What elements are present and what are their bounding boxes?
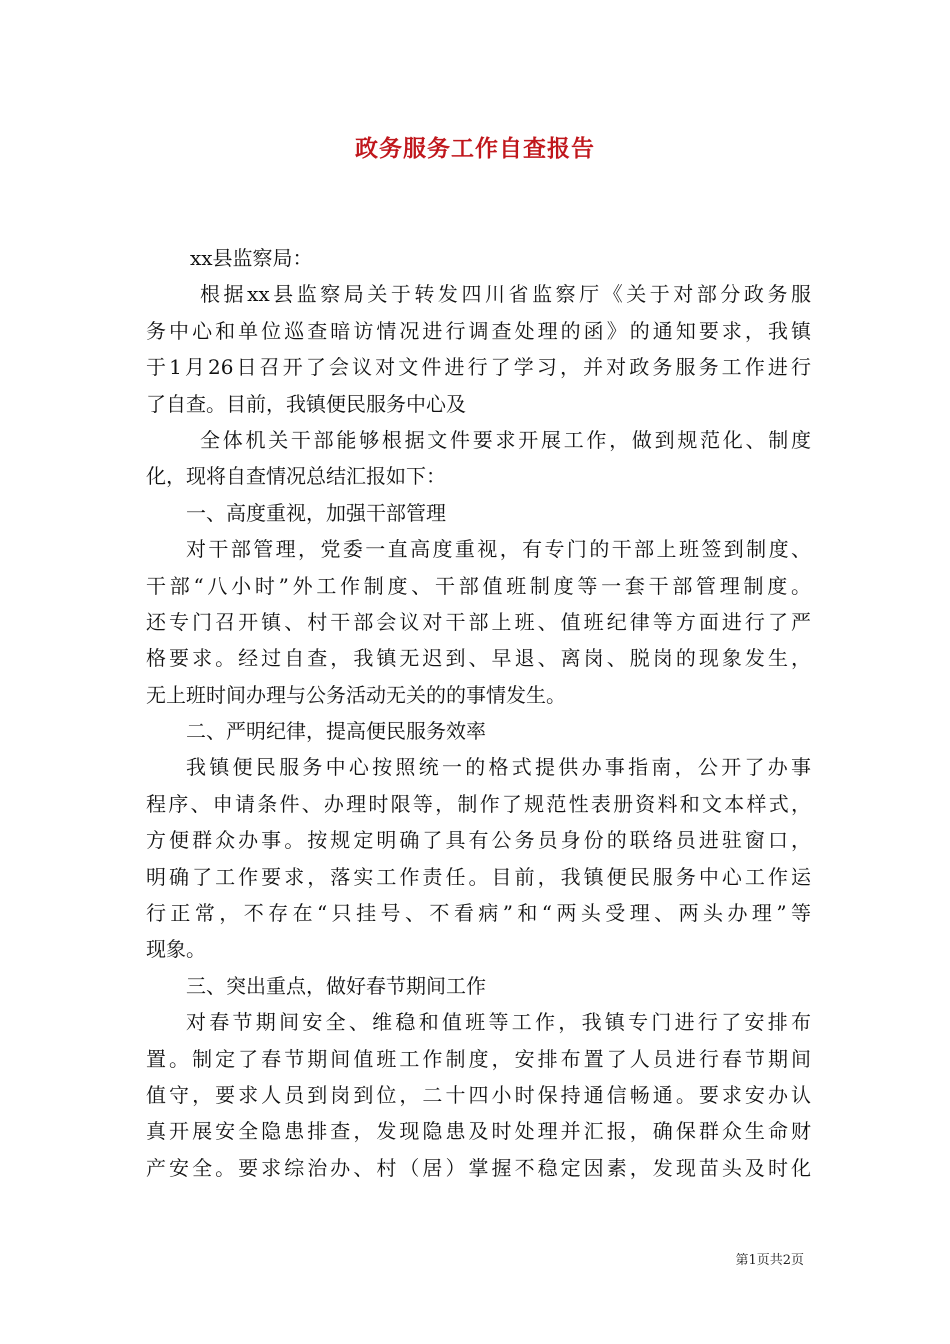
paragraph-line: 化，现将自查情况总结汇报如下： xyxy=(146,464,446,489)
salutation-line: xx县监察局： xyxy=(190,246,313,270)
paragraph-line: 还专门召开镇、村干部会议对干部上班、值班纪律等方面进行了严 xyxy=(146,609,811,634)
page-number-footer: 第1页共2页 xyxy=(735,1253,804,1268)
document-title: 政务服务工作自查报告 xyxy=(355,135,595,162)
paragraph-line: 务中心和单位巡查暗访情况进行调查处理的函》的通知要求，我镇 xyxy=(146,318,811,343)
section-heading: 一、高度重视，加强干部管理 xyxy=(186,500,446,525)
paragraph-line: 于1月26日召开了会议对文件进行了学习，并对政务服务工作进行 xyxy=(146,355,811,380)
paragraph-line: 我镇便民服务中心按照统一的格式提供办事指南，公开了办事 xyxy=(186,755,811,780)
section-heading: 三、突出重点，做好春节期间工作 xyxy=(186,973,486,998)
paragraph-line: 无上班时间办理与公务活动无关的的事情发生。 xyxy=(146,682,566,707)
document-body xyxy=(146,240,811,1186)
paragraph-line: 根据xx县监察局关于转发四川省监察厅《关于对部分政务服 xyxy=(200,282,811,307)
paragraph-line: 值守，要求人员到岗到位，二十四小时保持通信畅通。要求安办认 xyxy=(146,1082,811,1107)
paragraph-line: 格要求。经过自查，我镇无迟到、早退、离岗、脱岗的现象发生， xyxy=(146,646,811,671)
paragraph-line: 干部“八小时”外工作制度、干部值班制度等一套干部管理制度。 xyxy=(146,573,811,598)
paragraph-line: 现象。 xyxy=(146,937,206,962)
section-heading: 二、严明纪律，提高便民服务效率 xyxy=(186,719,486,744)
paragraph-line: 全体机关干部能够根据文件要求开展工作，做到规范化、制度 xyxy=(200,427,811,452)
paragraph-line: 产安全。要求综治办、村（居）掌握不稳定因素，发现苗头及时化 xyxy=(146,1155,811,1180)
paragraph-line: 明确了工作要求，落实工作责任。目前，我镇便民服务中心工作运 xyxy=(146,864,811,889)
paragraph-line: 方便群众办事。按规定明确了具有公务员身份的联络员进驻窗口， xyxy=(146,828,811,853)
paragraph-line: 行正常，不存在“只挂号、不看病”和“两头受理、两头办理”等 xyxy=(146,901,811,926)
paragraph-line: 对春节期间安全、维稳和值班等工作，我镇专门进行了安排布 xyxy=(186,1010,811,1035)
paragraph-line: 真开展安全隐患排查，发现隐患及时处理并汇报，确保群众生命财 xyxy=(146,1119,811,1144)
paragraph-line: 置。制定了春节期间值班工作制度，安排布置了人员进行春节期间 xyxy=(146,1046,811,1071)
paragraph-line: 了自查。目前，我镇便民服务中心及 xyxy=(146,391,466,416)
paragraph-line: 对干部管理，党委一直高度重视，有专门的干部上班签到制度、 xyxy=(186,537,811,562)
paragraph-line: 程序、申请条件、办理时限等，制作了规范性表册资料和文本样式， xyxy=(146,791,811,816)
